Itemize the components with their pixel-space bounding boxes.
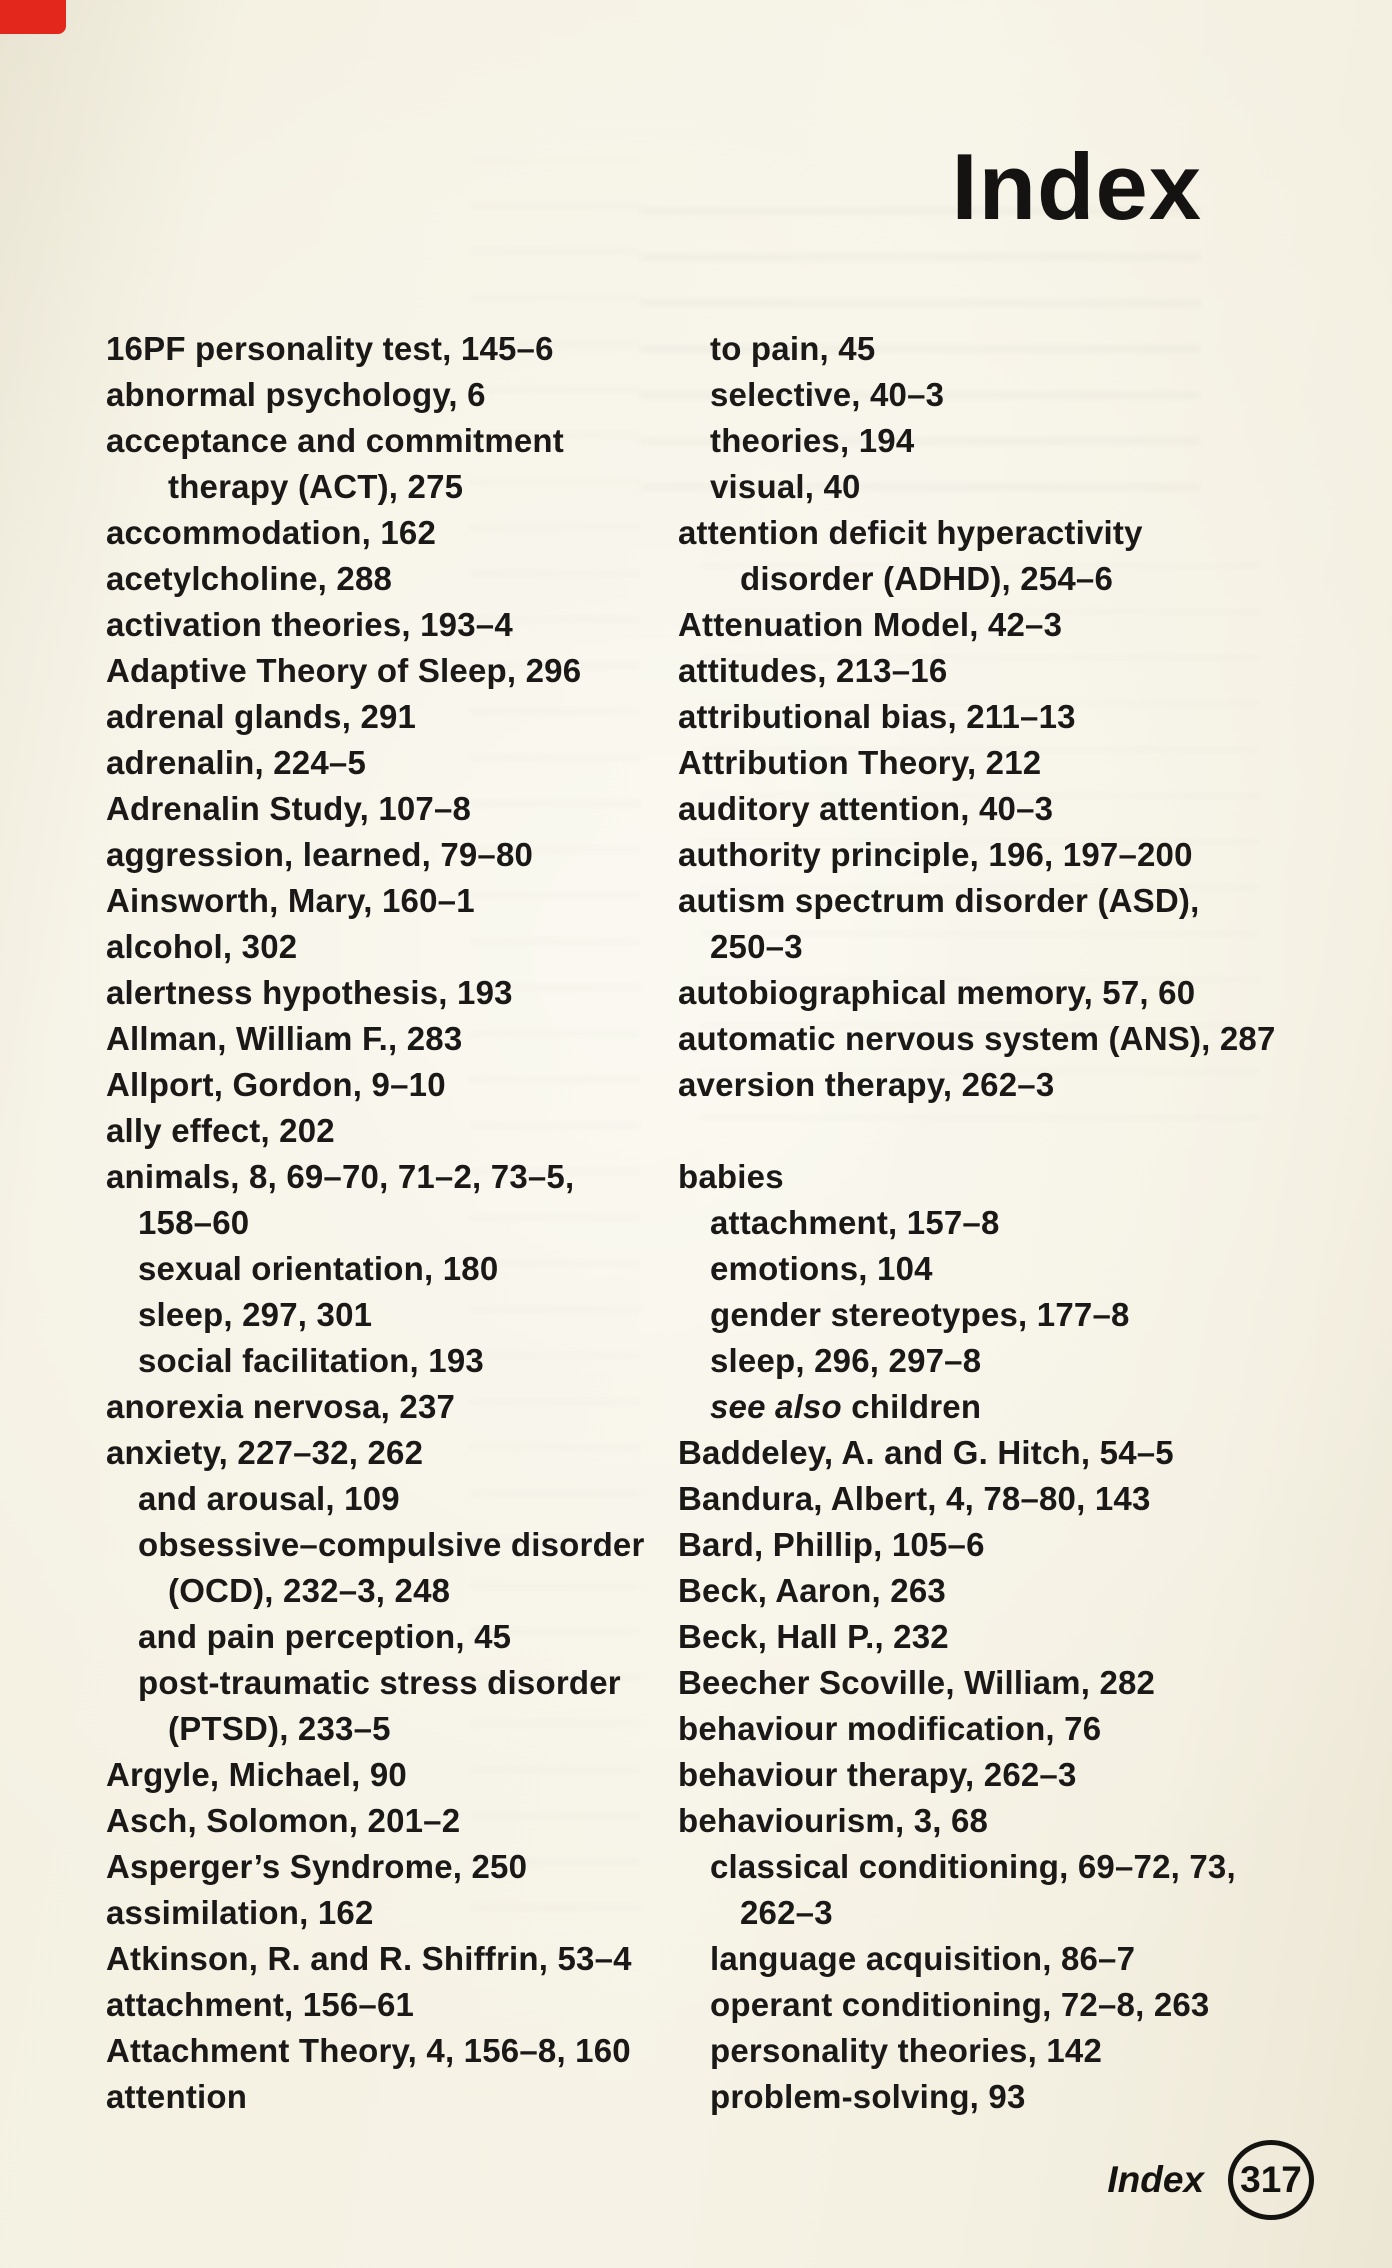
index-entry: sexual orientation, 180 bbox=[138, 1250, 499, 1287]
index-entry: authority principle, 196, 197–200 bbox=[678, 836, 1193, 873]
index-entry: see also children bbox=[710, 1388, 982, 1425]
index-columns bbox=[0, 326, 1392, 2120]
index-entry: assimilation, 162 bbox=[106, 1894, 374, 1931]
index-entry: sleep, 296, 297–8 bbox=[710, 1342, 982, 1379]
index-entry: automatic nervous system (ANS), 287 bbox=[678, 1020, 1276, 1057]
index-entry: attention deficit hyperactivity bbox=[678, 514, 1143, 551]
page-number-badge bbox=[1228, 2140, 1314, 2220]
index-entry: Attachment Theory, 4, 156–8, 160 bbox=[106, 2032, 631, 2069]
index-entry: and arousal, 109 bbox=[138, 1480, 400, 1517]
index-entry: autobiographical memory, 57, 60 bbox=[678, 974, 1196, 1011]
page-title: Index bbox=[951, 134, 1202, 239]
index-entry: Beck, Hall P., 232 bbox=[678, 1618, 949, 1655]
index-column-left bbox=[106, 326, 678, 2120]
index-entry: personality theories, 142 bbox=[710, 2032, 1102, 2069]
index-entry: animals, 8, 69–70, 71–2, 73–5, bbox=[106, 1158, 575, 1195]
index-entry: attributional bias, 211–13 bbox=[678, 698, 1076, 735]
index-entry: Argyle, Michael, 90 bbox=[106, 1756, 407, 1793]
index-entry: accommodation, 162 bbox=[106, 514, 437, 551]
index-entry: 158–60 bbox=[138, 1204, 250, 1241]
index-entry: aggression, learned, 79–80 bbox=[106, 836, 534, 873]
index-entry: (PTSD), 233–5 bbox=[168, 1710, 391, 1747]
index-entry: acceptance and commitment bbox=[106, 422, 564, 459]
index-entry: Bard, Phillip, 105–6 bbox=[678, 1526, 985, 1563]
index-entry: emotions, 104 bbox=[710, 1250, 933, 1287]
index-entry: babies bbox=[678, 1158, 784, 1195]
index-entry: alertness hypothesis, 193 bbox=[106, 974, 513, 1011]
index-entry: auditory attention, 40–3 bbox=[678, 790, 1054, 827]
index-column-right bbox=[678, 326, 1276, 2120]
index-entry: selective, 40–3 bbox=[710, 376, 945, 413]
index-entry: therapy (ACT), 275 bbox=[168, 468, 464, 505]
index-entry: alcohol, 302 bbox=[106, 928, 298, 965]
index-entry: classical conditioning, 69–72, 73, bbox=[710, 1848, 1236, 1885]
page-number: 317 bbox=[1240, 2159, 1302, 2200]
index-entry: sleep, 297, 301 bbox=[138, 1296, 373, 1333]
index-entry: activation theories, 193–4 bbox=[106, 606, 513, 643]
index-entry: Adaptive Theory of Sleep, 296 bbox=[106, 652, 582, 689]
index-entry: adrenal glands, 291 bbox=[106, 698, 417, 735]
index-entry: acetylcholine, 288 bbox=[106, 560, 393, 597]
index-entry: autism spectrum disorder (ASD), bbox=[678, 882, 1200, 919]
index-entry: attitudes, 213–16 bbox=[678, 652, 948, 689]
see-also-label: see also bbox=[710, 1388, 842, 1425]
entry-gap bbox=[678, 1108, 1250, 1154]
index-entry: language acquisition, 86–7 bbox=[710, 1940, 1136, 1977]
index-entry: Allman, William F., 283 bbox=[106, 1020, 463, 1057]
index-entry: Asch, Solomon, 201–2 bbox=[106, 1802, 461, 1839]
index-entry: visual, 40 bbox=[710, 468, 861, 505]
index-entry: Attenuation Model, 42–3 bbox=[678, 606, 1063, 643]
index-entry: Allport, Gordon, 9–10 bbox=[106, 1066, 446, 1103]
index-entry: anxiety, 227–32, 262 bbox=[106, 1434, 424, 1471]
index-entry: problem-solving, 93 bbox=[710, 2078, 1026, 2115]
index-entry: to pain, 45 bbox=[710, 330, 876, 367]
index-entry: attention bbox=[106, 2078, 248, 2115]
index-entry: disorder (ADHD), 254–6 bbox=[740, 560, 1114, 597]
index-entry: (OCD), 232–3, 248 bbox=[168, 1572, 451, 1609]
index-entry: Atkinson, R. and R. Shiffrin, 53–4 bbox=[106, 1940, 632, 1977]
index-entry: theories, 194 bbox=[710, 422, 915, 459]
index-entry: obsessive–compulsive disorder bbox=[138, 1526, 645, 1563]
index-entry: adrenalin, 224–5 bbox=[106, 744, 367, 781]
index-entry: aversion therapy, 262–3 bbox=[678, 1066, 1055, 1103]
index-entry: Asperger’s Syndrome, 250 bbox=[106, 1848, 528, 1885]
index-entry: social facilitation, 193 bbox=[138, 1342, 484, 1379]
index-entry: abnormal psychology, 6 bbox=[106, 376, 486, 413]
index-entry: 262–3 bbox=[740, 1894, 833, 1931]
index-entry: Baddeley, A. and G. Hitch, 54–5 bbox=[678, 1434, 1174, 1471]
index-entry: Ainsworth, Mary, 160–1 bbox=[106, 882, 475, 919]
index-entry: behaviourism, 3, 68 bbox=[678, 1802, 989, 1839]
index-entry: gender stereotypes, 177–8 bbox=[710, 1296, 1130, 1333]
index-entry: ally effect, 202 bbox=[106, 1112, 335, 1149]
footer-index-label: Index bbox=[1107, 2159, 1204, 2200]
index-entry: Adrenalin Study, 107–8 bbox=[106, 790, 472, 827]
index-entry: post-traumatic stress disorder bbox=[138, 1664, 621, 1701]
scan-corner-mark bbox=[0, 0, 66, 34]
index-entry: Attribution Theory, 212 bbox=[678, 744, 1042, 781]
index-entry: Beecher Scoville, William, 282 bbox=[678, 1664, 1156, 1701]
index-entry: anorexia nervosa, 237 bbox=[106, 1388, 456, 1425]
index-entry: 16PF personality test, 145–6 bbox=[106, 330, 554, 367]
index-entry: attachment, 157–8 bbox=[710, 1204, 1000, 1241]
index-entry: behaviour therapy, 262–3 bbox=[678, 1756, 1077, 1793]
index-entry: 250–3 bbox=[710, 928, 803, 965]
index-entry: Beck, Aaron, 263 bbox=[678, 1572, 946, 1609]
page-footer bbox=[1107, 2140, 1314, 2220]
index-entry: attachment, 156–61 bbox=[106, 1986, 415, 2023]
index-entry: operant conditioning, 72–8, 263 bbox=[710, 1986, 1210, 2023]
index-entry: and pain perception, 45 bbox=[138, 1618, 512, 1655]
index-entry: Bandura, Albert, 4, 78–80, 143 bbox=[678, 1480, 1151, 1517]
index-entry: behaviour modification, 76 bbox=[678, 1710, 1102, 1747]
